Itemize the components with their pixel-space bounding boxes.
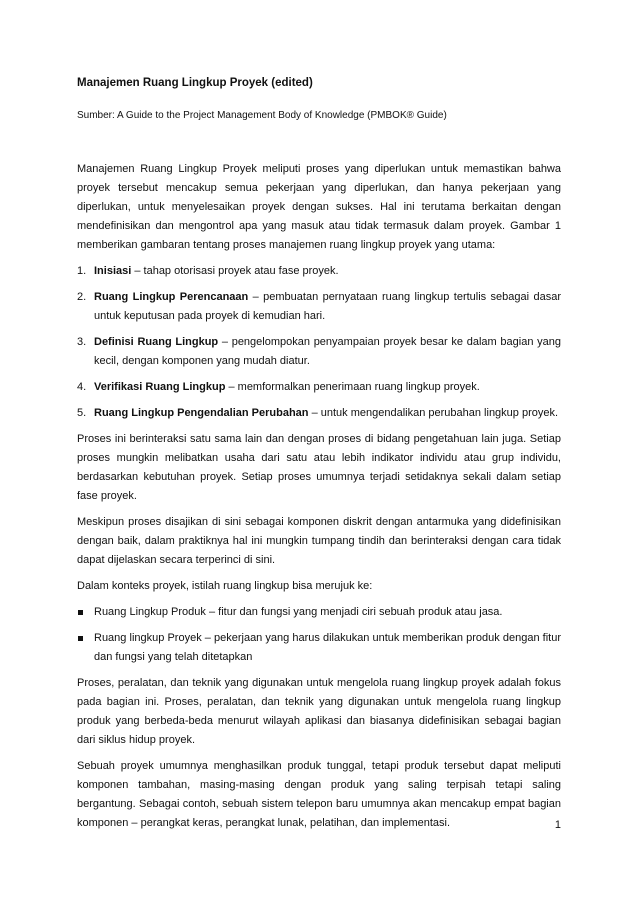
product-paragraph: Sebuah proyek umumnya menghasilkan produk tunggal, tetapi produk tersebut dapat meliputi komponen tambahan, masing-masing dengan produk yang saling terpisah tetapi saling bergantung. Sebagai contoh, sebuah sistem telepon baru umumnya akan mencakup empat bagian komponen – perangkat keras, perangkat lunak, pelatihan, dan implementasi. [77,760,561,829]
process-desc: – memformalkan penerimaan ruang lingkup proyek. [225,381,480,393]
tools-paragraph: Proses, peralatan, dan teknik yang digunakan untuk mengelola ruang lingkup proyek adalah fokus pada bagian ini. Proses, peralatan, dan teknik yang digunakan untuk mengelola ruang lingkup produk yang berbeda-beda menurut wilayah aplikasi dan biasanya didefinisikan sebagai bagian dari siklus hidup proyek. [77,677,561,746]
process-desc: – tahap otorisasi proyek atau fase proyek. [131,265,339,277]
square-bullet-icon [78,610,83,615]
process-list [77,262,561,423]
process-term: Ruang Lingkup Perencanaan [94,291,249,303]
process-desc: – pengelompokan penyampaian proyek besar ke dalam bagian yang kecil, dengan komponen yang mudah diatur. [94,336,561,367]
intro-paragraph: Manajemen Ruang Lingkup Proyek meliputi proses yang diperlukan untuk memastikan bahwa proyek tersebut mencakup semua pekerjaan yang diperlukan, dan hanya pekerjaan yang diperlukan, untuk menyelesaikan proyek dengan sukses. Hal ini terutama berkaitan dengan mendefinisikan dan mengontrol apa yang masuk atau tidak termasuk dalam proyek. Gambar 1 memberikan gambaran tentang proses manajemen ruang lingkup proyek yang utama: [77,163,561,251]
process-item [77,262,561,281]
process-item [77,288,561,326]
process-number: 3. [77,336,87,348]
discrete-paragraph: Meskipun proses disajikan di sini sebagai komponen diskrit dengan antarmuka yang didefinisikan dengan baik, dalam praktiknya hal ini mungkin tumpang tindih dan berinteraksi dengan cara tidak dapat dijelaskan secara terperinci di sini. [77,516,561,566]
document-title: Manajemen Ruang Lingkup Proyek (edited) [77,77,313,89]
scope-bullet-item [77,629,561,667]
process-number: 2. [77,291,87,303]
scope-bullet-text: Ruang lingkup Proyek – pekerjaan yang harus dilakukan untuk memberikan produk dengan fitur dan fungsi yang telah ditetapkan [94,632,561,663]
process-number: 5. [77,407,87,419]
scope-bullet-item [77,603,561,622]
square-bullet-icon [78,636,83,641]
scope-bullet-list [77,603,561,667]
process-item [77,404,561,423]
process-desc: – untuk mengendalikan perubahan lingkup proyek. [308,407,559,419]
process-term: Definisi Ruang Lingkup [94,336,219,348]
context-paragraph: Dalam konteks proyek, istilah ruang lingkup bisa merujuk ke: [77,580,373,592]
process-desc: – pembuatan pernyataan ruang lingkup tertulis sebagai dasar untuk keputusan pada proyek di kemudian hari. [94,291,561,322]
process-term: Ruang Lingkup Pengendalian Perubahan [94,407,309,419]
document-source: Sumber: A Guide to the Project Management Body of Knowledge (PMBOK® Guide) [77,110,447,121]
page-number: 1 [554,819,561,831]
process-term: Inisiasi [94,265,132,277]
scope-bullet-text: Ruang Lingkup Produk – fitur dan fungsi yang menjadi ciri sebuah produk atau jasa. [94,606,503,618]
process-term: Verifikasi Ruang Lingkup [94,381,226,393]
process-number: 1. [77,265,87,277]
process-item [77,378,561,397]
process-item [77,333,561,371]
interaction-paragraph: Proses ini berinteraksi satu sama lain dan dengan proses di bidang pengetahuan lain juga. Setiap proses mungkin melibatkan usaha dari satu atau lebih indikator individu atau grup individu, berdasarkan kebutuhan proyek. Setiap proses umumnya terjadi setidaknya sekali dalam setiap fase proyek. [77,433,561,502]
process-number: 4. [77,381,87,393]
